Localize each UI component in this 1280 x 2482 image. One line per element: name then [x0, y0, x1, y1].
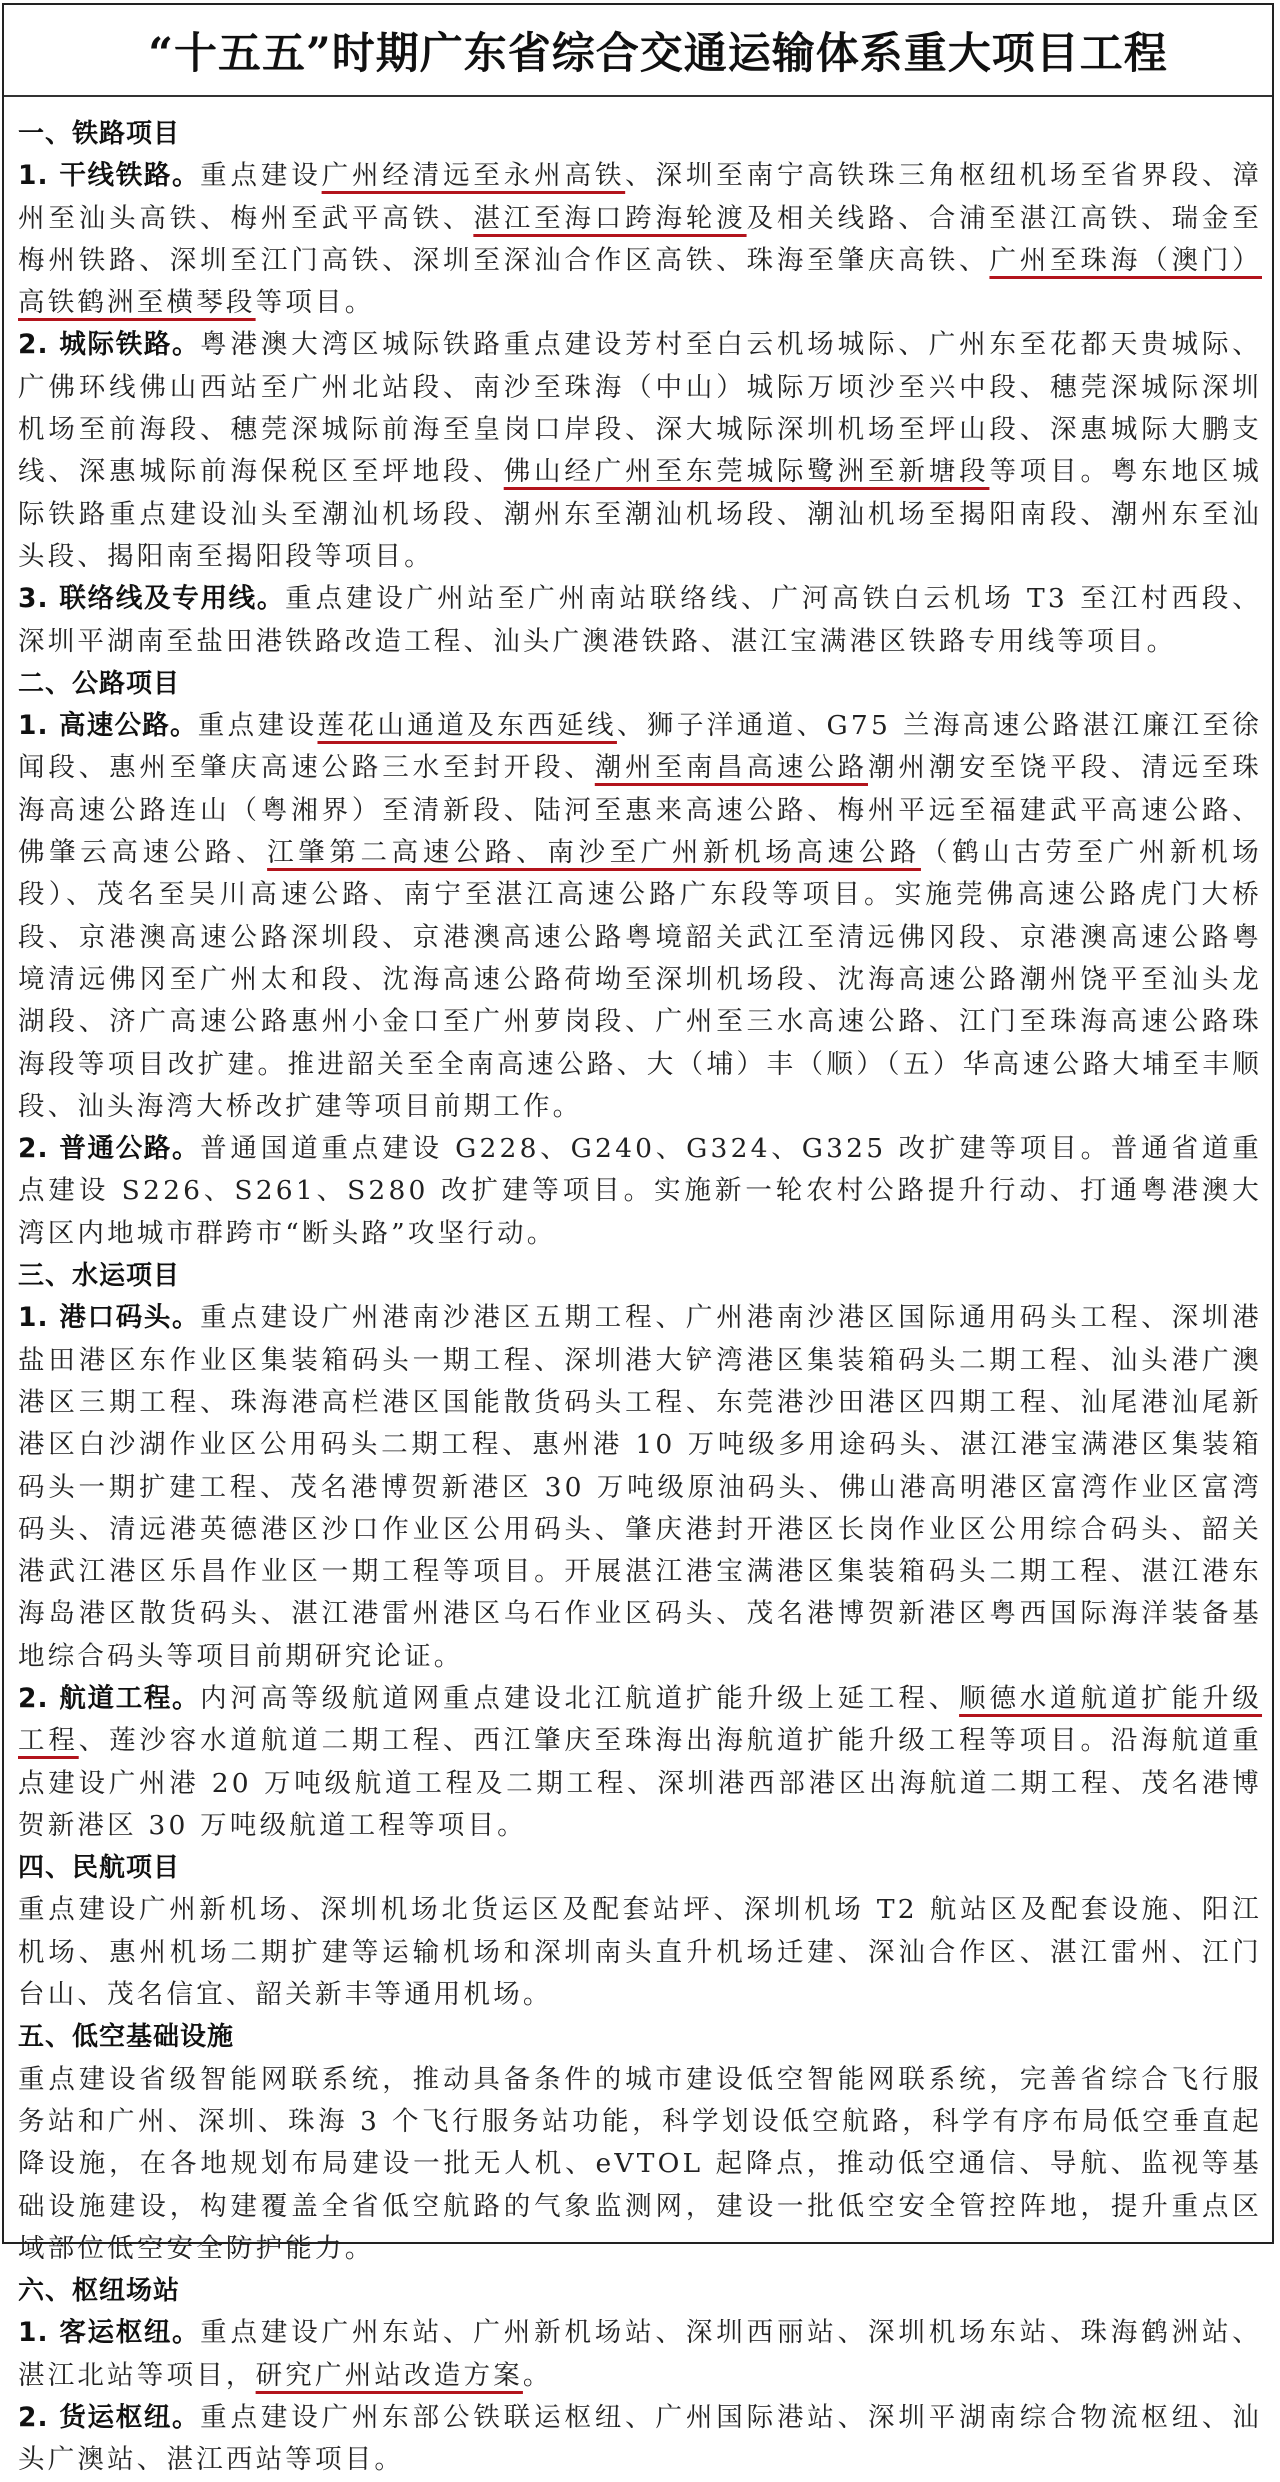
item-lead-label: 2. 航道工程。 — [18, 1682, 201, 1714]
section-paragraph — [18, 1678, 1262, 1847]
item-lead-label: 1. 港口码头。 — [18, 1302, 201, 1334]
body-text: 重点建设广州东部公铁联运枢纽、广州国际港站、深圳平湖南综合物流枢纽、汕头广澳站、湛江西站等项目。 — [18, 2402, 1262, 2476]
underlined-highlight: 潮州至南昌高速公路 — [594, 752, 868, 784]
underlined-highlight: 佛山经广州至东莞城际鹭洲至新塘段 — [503, 456, 990, 488]
body-text: 。 — [522, 2359, 553, 2391]
body-text: （鹤山古劳至广州新机场段）、茂名至吴川高速公路、南宁至湛江高速公路广东段等项目。实施莞佛高速公路虎门大桥段、京港澳高速公路深圳段、京港澳高速公路粤境韶关武江至清远佛冈段、京港澳高速公路粤境清远佛冈至广州太和段、沈海高速公路荷坳至深圳机场段、沈海高速公路潮州饶平至汕头龙湖段、济广高速公路惠州小金口至广州萝岗段、广州至三水高速公路、江门至珠海高速公路珠海段等项目改扩建。推进韶关至全南高速公路、大（埔）丰（顺）（五）华高速公路大埔至丰顺段、汕头海湾大桥改扩建等项目前期工作。 — [18, 837, 1263, 1122]
underlined-highlight: 顺德水道航道扩能升级工程 — [18, 1682, 1263, 1757]
underlined-highlight: 广州经清远至永州高铁 — [321, 160, 626, 192]
underlined-highlight: 研究广州站改造方案 — [255, 2359, 523, 2391]
section-heading: 四、民航项目 — [18, 1853, 181, 1884]
item-lead-label: 1. 客运枢纽。 — [18, 2317, 201, 2349]
underlined-highlight: 莲花山通道及东西延线 — [317, 710, 617, 742]
section-heading: 五、低空基础设施 — [18, 2022, 235, 2053]
document-page — [2, 3, 1274, 2476]
section-paragraph — [18, 1297, 1262, 1678]
item-lead-label: 3. 联络线及专用线。 — [18, 583, 286, 615]
section-paragraph — [18, 324, 1262, 578]
section-heading: 六、枢纽场站 — [18, 2276, 181, 2307]
body-text: 普通国道重点建设 G228、G240、G324、G325 改扩建等项目。普通省道重点建设 S226、S261、S280 改扩建等项目。实施新一轮农村公路提升行动、打通粤港澳大湾区内地城市群跨市“断头路”攻坚行动。 — [18, 1133, 1262, 1249]
body-text: 等项目。粤东地区城际铁路重点建设汕头至潮汕机场段、潮州东至潮汕机场段、潮汕机场至揭阳南段、潮州东至汕头段、揭阳南至揭阳段等项目。 — [18, 456, 1262, 572]
title-header — [4, 5, 1272, 97]
body-text: 潮州潮安至饶平段、清远至珠海高速公路连山（粤湘界）至清新段、陆河至惠来高速公路、梅州平远至福建武平高速公路、佛肇云高速公路、 — [18, 752, 1262, 869]
body-text: 重点建设广州新机场、深圳机场北货运区及配套站坪、深圳机场 T2 航站区及配套设施、阳江机场、惠州机场二期扩建等运输机场和深圳南头直升机场迁建、深汕合作区、湛江雷州、江门台山、茂名信宜、韶关新丰等通用机场。 — [18, 1894, 1262, 2011]
section-heading: 二、公路项目 — [18, 668, 181, 699]
body-text: 重点建设广州站至广州南站联络线、广河高铁白云机场 T3 至江村西段、深圳平湖南至盐田港铁路改造工程、汕头广澳港铁路、湛江宝满港区铁路专用线等项目。 — [18, 583, 1263, 657]
section-heading: 三、水运项目 — [18, 1261, 181, 1292]
body-text: 粤港澳大湾区城际铁路重点建设芳村至白云机场城际、广州东至花都天贵城际、广佛环线佛山西站至广州北站段、南沙至珠海（中山）城际万顷沙至兴中段、穗莞深城际深圳机场至前海段、穗莞深城际前海至皇岗口岸段、深大城际深圳机场至坪山段、深惠城际大鹏支线、深惠城际前海保税区至坪地段、 — [18, 329, 1262, 488]
section-paragraph — [18, 1889, 1262, 2016]
underlined-highlight: 湛江至海口跨海轮渡 — [473, 202, 747, 234]
underlined-highlight: 江肇第二高速公路、南沙至广州新机场高速公路 — [267, 837, 921, 869]
section-heading: 一、铁路项目 — [18, 119, 181, 149]
section-paragraph — [18, 705, 1262, 1128]
body-text: 重点建设广州港南沙港区五期工程、广州港南沙港区国际通用码头工程、深圳港盐田港区东作业区集装箱码头一期工程、深圳港大铲湾港区集装箱码头二期工程、汕头港广澳港区三期工程、珠海港高栏港区国能散货码头工程、东莞港沙田港区四期工程、汕尾港汕尾新港区白沙湖作业区公用码头二期工程、惠州港 10 万吨级多用途码头、湛江港宝满港区集装箱码头一期扩建工程、茂名港博贺新港区 30 万吨级原油码头、佛山港高明港区富湾作业区富湾码头、清远港英德港区沙口作业区公用码头、肇庆港封开港区长岗作业区公用综合码头、韶关港武江港区乐昌作业区一期工程等项目。开展湛江港宝满港区集装箱码头二期工程、湛江港东海岛港区散货码头、湛江港雷州港区乌石作业区码头、茂名港博贺新港区粤西国际海洋装备基地综合码头等项目前期研究论证。 — [18, 1302, 1262, 1672]
body-text: 、莲沙容水道航道二期工程、西江肇庆至珠海出海航道扩能升级工程等项目。沿海航道重点建设广州港 20 万吨级航道工程及二期工程、深圳港西部港区出海航道二期工程、茂名港博贺新港区 30 万吨级航道工程等项目。 — [18, 1725, 1262, 1841]
document-title: “十五五”时期广东省综合交通运输体系重大项目工程 — [148, 28, 1168, 79]
item-lead-label: 2. 普通公路。 — [18, 1133, 201, 1165]
section-paragraph — [18, 2312, 1262, 2397]
body-text: 及相关线路、合浦至湛江高铁、瑞金至梅州铁路、深圳至江门高铁、深圳至深汕合作区高铁、珠海至肇庆高铁、 — [18, 202, 1262, 276]
item-lead-label: 1. 高速公路。 — [18, 710, 198, 742]
item-lead-label: 2. 城际铁路。 — [18, 329, 201, 361]
body-text: 重点建设 — [197, 710, 318, 742]
document-body — [4, 97, 1272, 2482]
underlined-highlight: 广州至珠海（澳门）高铁鹤洲至横琴段 — [18, 244, 1262, 319]
body-text: 重点建设省级智能网联系统，推动具备条件的城市建设低空智能网联系统，完善省综合飞行服务站和广州、深圳、珠海 3 个飞行服务站功能，科学划设低空航路，科学有序布局低空垂直起降设施，在各地规划布局建设一批无人机、eVTOL 起降点，推动低空通信、导航、监视等基础设施建设，构建覆盖全省低空航路的气象监测网，建设一批低空安全管控阵地，提升重点区域部位低空安全防护能力。 — [18, 2063, 1262, 2264]
body-text: 等项目。 — [255, 287, 375, 319]
body-text: 、深圳至南宁高铁珠三角枢纽机场至省界段、漳州至汕头高铁、梅州至武平高铁、 — [18, 160, 1262, 234]
section-paragraph — [18, 2397, 1262, 2482]
item-lead-label: 1. 干线铁路。 — [18, 160, 201, 192]
body-text: 重点建设广州东站、广州新机场站、深圳西丽站、深圳机场东站、珠海鹤洲站、湛江北站等项目， — [18, 2317, 1262, 2391]
body-text: 内河高等级航道网重点建设北江航道扩能升级上延工程、 — [200, 1682, 960, 1714]
body-text: 重点建设 — [200, 160, 322, 192]
body-text: 、狮子洋通道、G75 兰海高速公路湛江廉江至徐闻段、惠州至肇庆高速公路三水至封开段、 — [18, 710, 1262, 784]
item-lead-label: 2. 货运枢纽。 — [18, 2402, 201, 2434]
section-paragraph — [18, 155, 1262, 324]
section-paragraph — [18, 2059, 1262, 2270]
section-paragraph — [18, 578, 1262, 663]
section-paragraph — [18, 1128, 1262, 1255]
